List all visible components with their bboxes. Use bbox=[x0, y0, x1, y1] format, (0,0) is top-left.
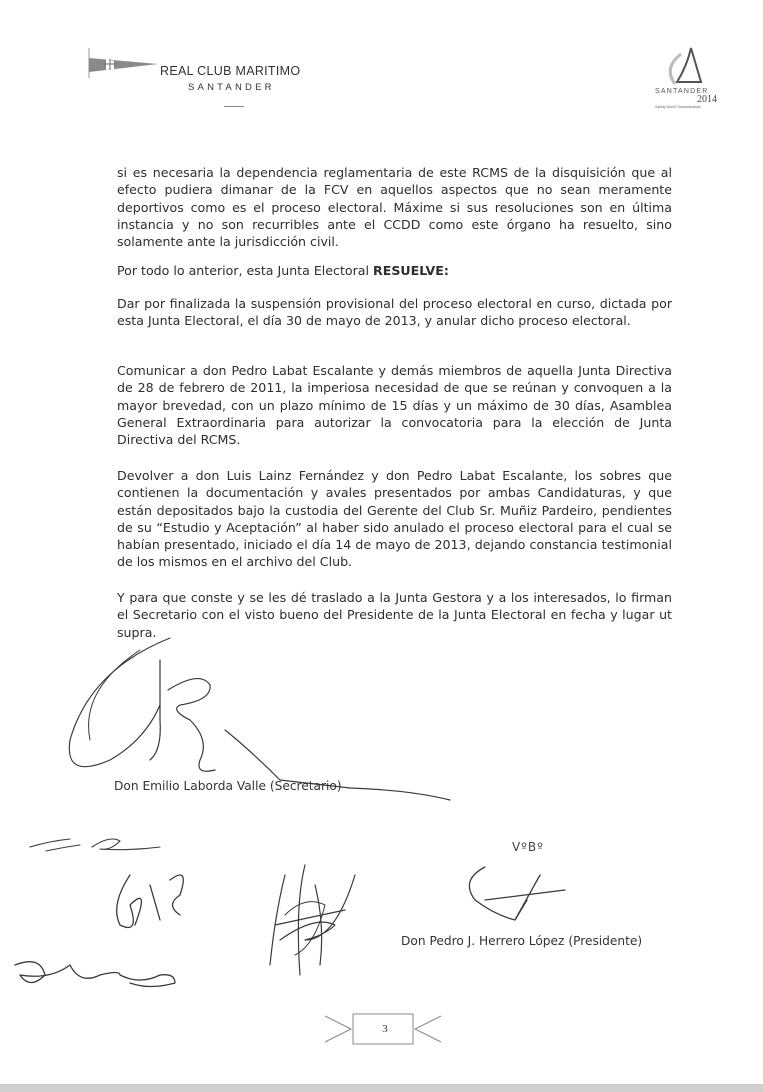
paragraph-1: si es necesaria la dependencia reglamentaria de este RCMS de la disquisición que al efecto pudiera dimanar de la FCV en aquellos aspectos que no sean meramente deportivos como es el proceso electoral. Máxime si sus resoluciones son en última instancia y no son recurribles ante el CCDD como este órgano ha resuelto, sino solamente ante la jurisdicción civil. bbox=[117, 165, 672, 250]
club-city: SANTANDER bbox=[188, 82, 275, 93]
scan-bottom-edge bbox=[0, 1084, 763, 1092]
president-signature bbox=[455, 855, 585, 935]
paragraph-2-text: Por todo lo anterior, esta Junta Electoral bbox=[117, 263, 374, 278]
vobo-label: VºBº bbox=[512, 840, 544, 854]
paragraph-4: Comunicar a don Pedro Labat Escalante y demás miembros de aquella Junta Directiva de 28 de febrero de 2011, la imperiosa necesidad de que se reúnan y convoquen a la mayor brevedad, con un plazo mínimo de 15 días y un máximo de 30 días, Asamblea General Extraordinaria para autorizar la convocatoria para la elección de Junta Directiva del RCMS. bbox=[117, 363, 672, 448]
paragraph-5: Devolver a don Luis Lainz Fernández y don Pedro Labat Escalante, los sobres que contienen la documentación y avales presentados por ambas Candidaturas, y que están depositados bajo la custodia del Gerente del Club Sr. Muñiz Pardeiro, pendientes de su “Estudio y Aceptación” al haber sido anulado el proceso electoral para el cual se habían presentado, iniciado el día 14 de mayo de 2013, dejando constancia testimonial de los mismos en el archivo del Club. bbox=[117, 468, 672, 570]
resuelve-label: RESUELVE: bbox=[373, 263, 449, 278]
president-name: Don Pedro J. Herrero López (Presidente) bbox=[401, 934, 643, 948]
paragraph-6: Y para que conste y se les dé traslado a la Junta Gestora y a los interesados, lo firman el Secretario con el visto bueno del Presidente de la Junta Electoral en fecha y lugar ut supra. bbox=[117, 590, 672, 640]
event-logo-city: SANTANDER bbox=[655, 88, 709, 95]
club-name: REAL CLUB MARITIMO bbox=[160, 64, 301, 78]
page-number: 3 bbox=[382, 1023, 388, 1035]
event-logo-subtitle: Sailing World Championships bbox=[655, 105, 701, 109]
paragraph-3: Dar por finalizada la suspensión provisional del proceso electoral en curso, dictada por esta Junta Electoral, el día 30 de mayo de 2013, y anular dicho proceso electoral. bbox=[117, 296, 672, 329]
initials-signature bbox=[10, 825, 210, 1005]
club-logo bbox=[84, 44, 164, 84]
secretary-name: Don Emilio Laborda Valle (Secretario) bbox=[114, 779, 342, 793]
sail-icon bbox=[655, 44, 717, 88]
paragraph-2 bbox=[117, 262, 672, 279]
event-logo-year: 2014 bbox=[697, 94, 717, 105]
header-divider bbox=[224, 106, 244, 107]
member-signature bbox=[255, 855, 375, 985]
event-logo bbox=[655, 44, 717, 122]
